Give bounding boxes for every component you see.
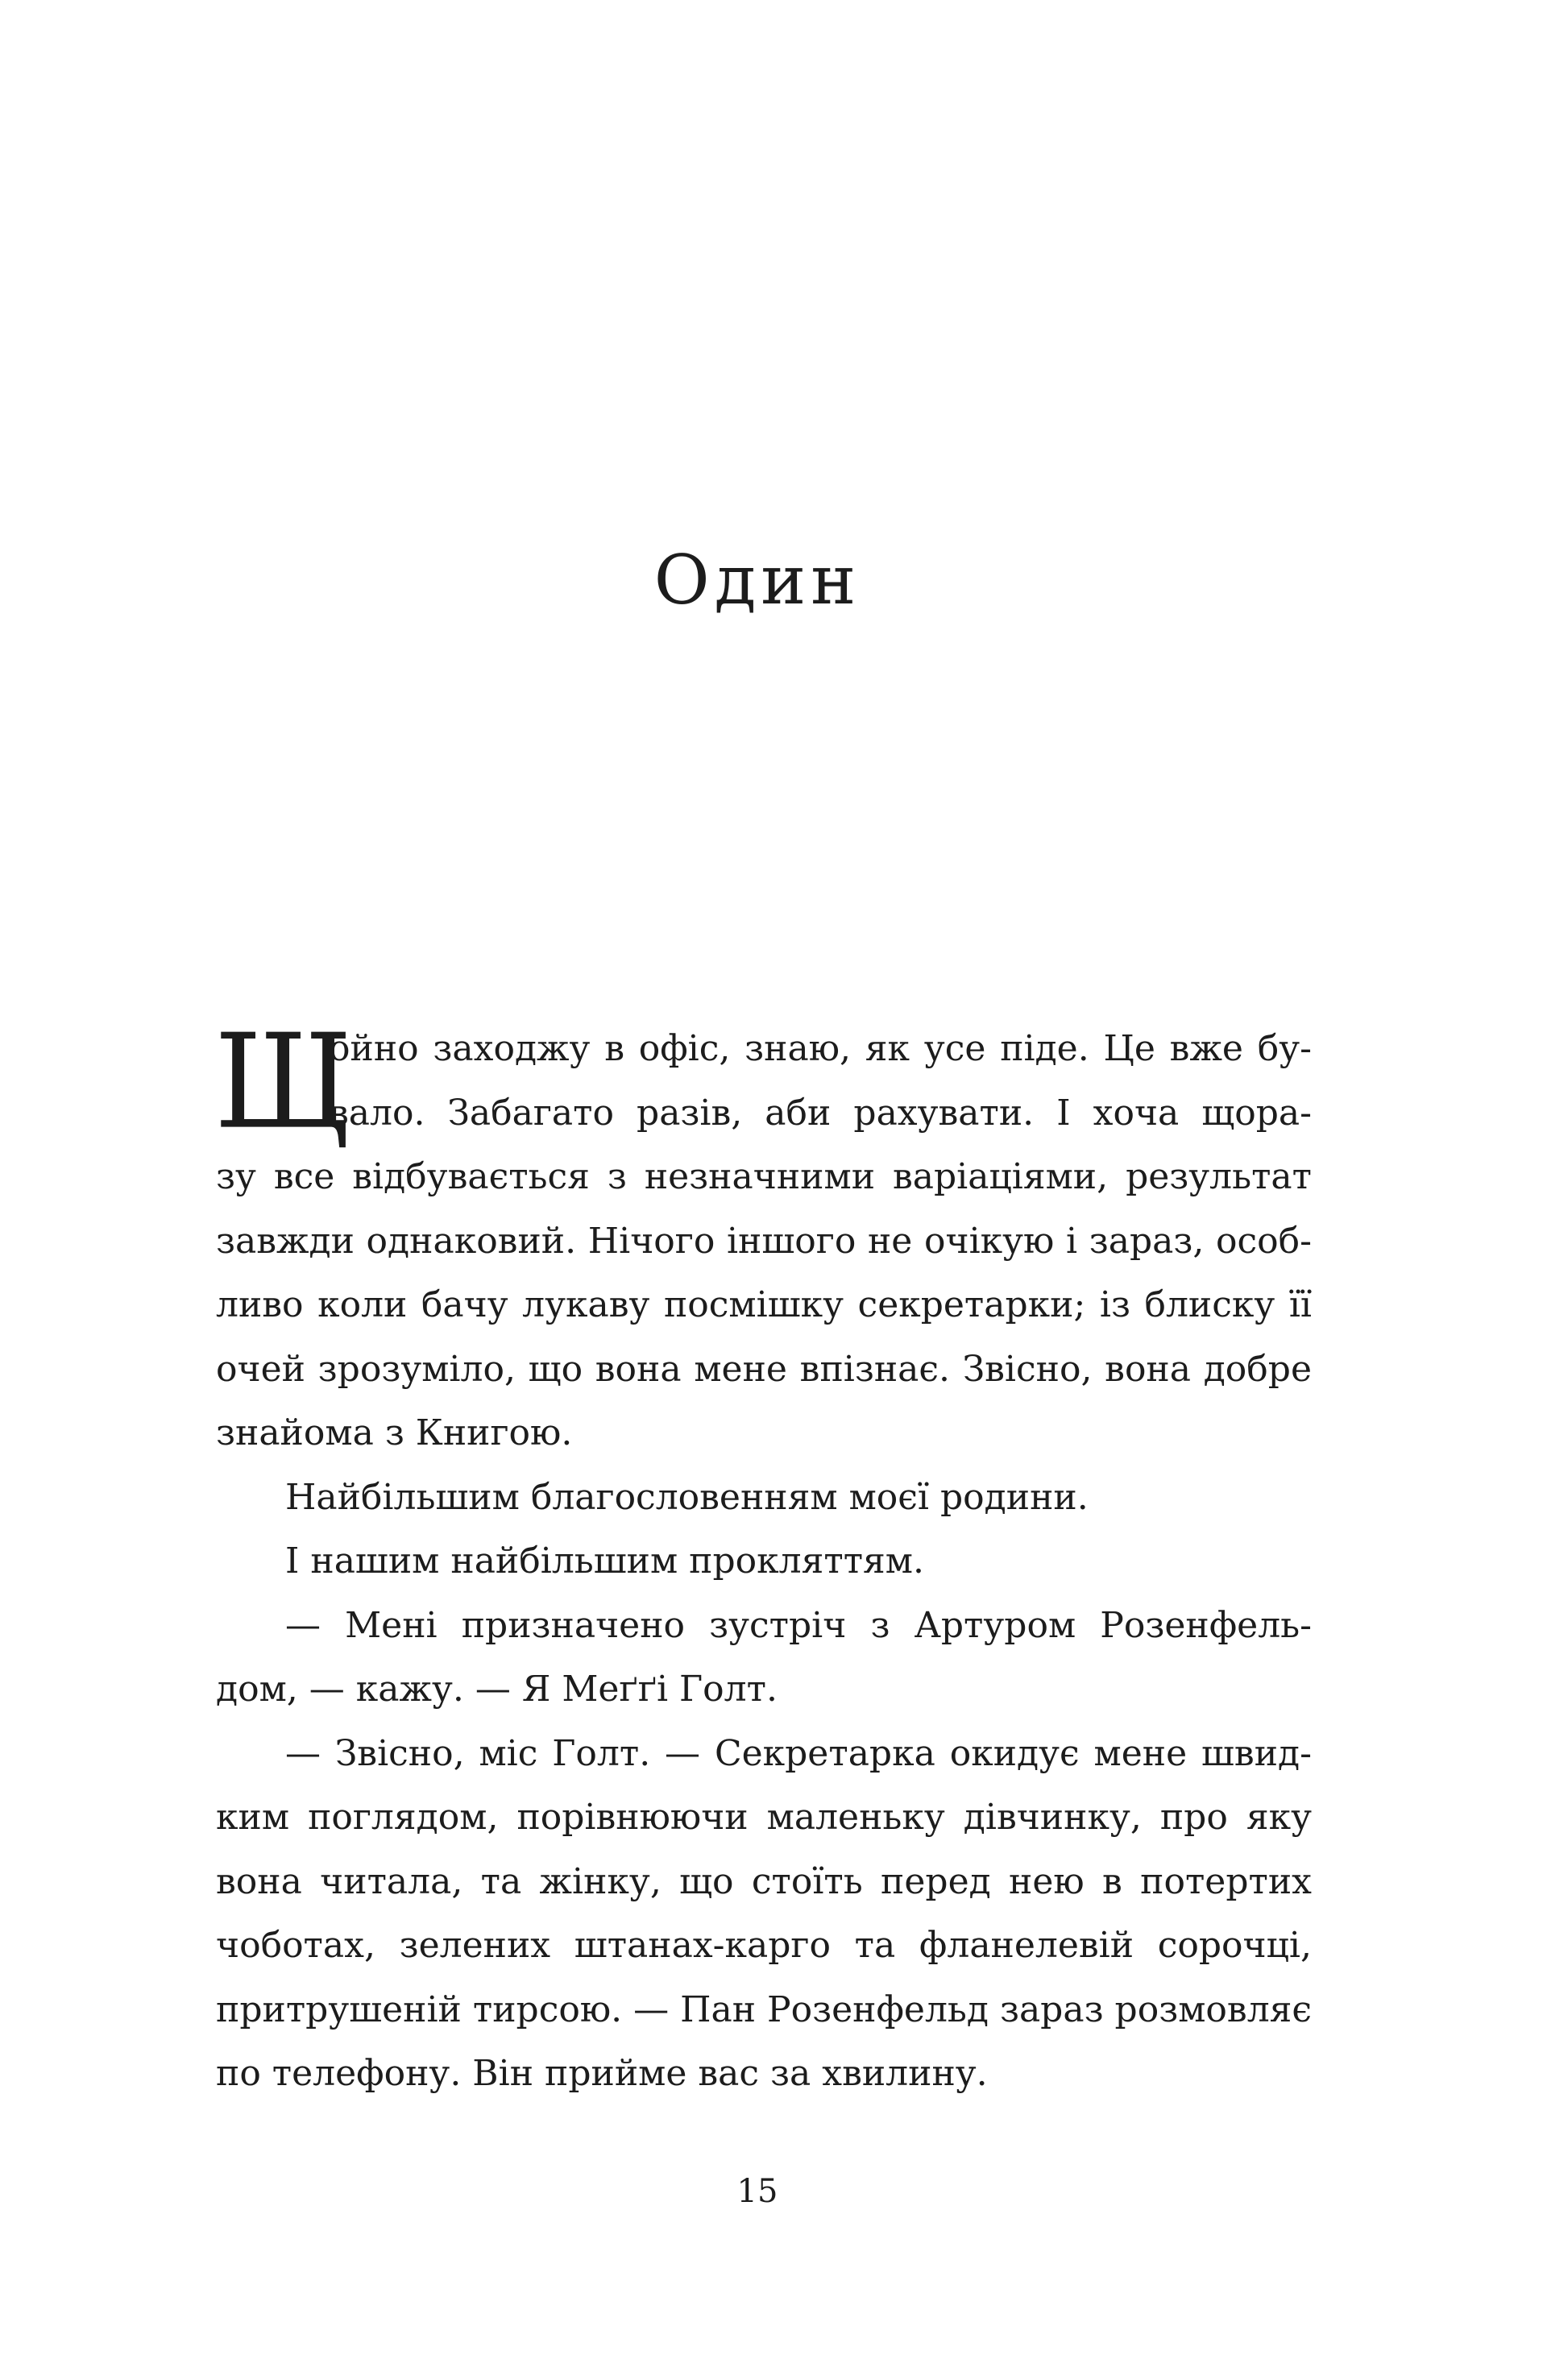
text-line: ким поглядом, порівнюючи маленьку дівчинку, про яку bbox=[216, 1797, 1312, 1838]
text-line: завжди однаковий. Нічого іншого не очікую і зараз, особ- bbox=[216, 1220, 1312, 1262]
text-line: зу все відбувається з незначними варіаціями, результат bbox=[216, 1156, 1312, 1197]
text-line: по телефону. Він прийме вас за хвилину. bbox=[216, 2053, 988, 2094]
text-line: — Звісно, міс Голт. — Секретарка окидує мене швид- bbox=[285, 1732, 1312, 1774]
text-line: вало. Забагато разів, аби рахувати. І хоча щора- bbox=[329, 1092, 1312, 1134]
text-line: чоботах, зелених штанах-карго та фланелевій сорочці, bbox=[216, 1925, 1312, 1966]
text-line: дом, — кажу. — Я Меґґі Голт. bbox=[216, 1669, 778, 1710]
text-line: знайома з Книгою. bbox=[216, 1412, 573, 1453]
drop-cap: Щ bbox=[214, 1006, 353, 1159]
text-line: ливо коли бачу лукаву посмішку секретарки; із блиску її bbox=[216, 1284, 1312, 1325]
text-line: ойно заходжу в офіс, знаю, як усе піде. Це вже бу- bbox=[329, 1028, 1312, 1069]
chapter-body bbox=[214, 1006, 1313, 2106]
text-line: очей зрозуміло, що вона мене впізнає. Звісно, вона добре bbox=[216, 1348, 1312, 1390]
chapter-title: Один bbox=[653, 541, 861, 620]
text-line: Найбільшим благословенням моєї родини. bbox=[285, 1476, 1089, 1518]
text-line: вона читала, та жінку, що стоїть перед нею в потертих bbox=[216, 1860, 1312, 1902]
text-line: І нашим найбільшим прокляттям. bbox=[285, 1540, 925, 1582]
text-line: притрушеній тирсою. — Пан Розенфельд зараз розмовляє bbox=[216, 1988, 1313, 2030]
page-number: 15 bbox=[736, 2173, 778, 2210]
text-line: — Мені призначено зустріч з Артуром Розенфель- bbox=[285, 1604, 1312, 1646]
